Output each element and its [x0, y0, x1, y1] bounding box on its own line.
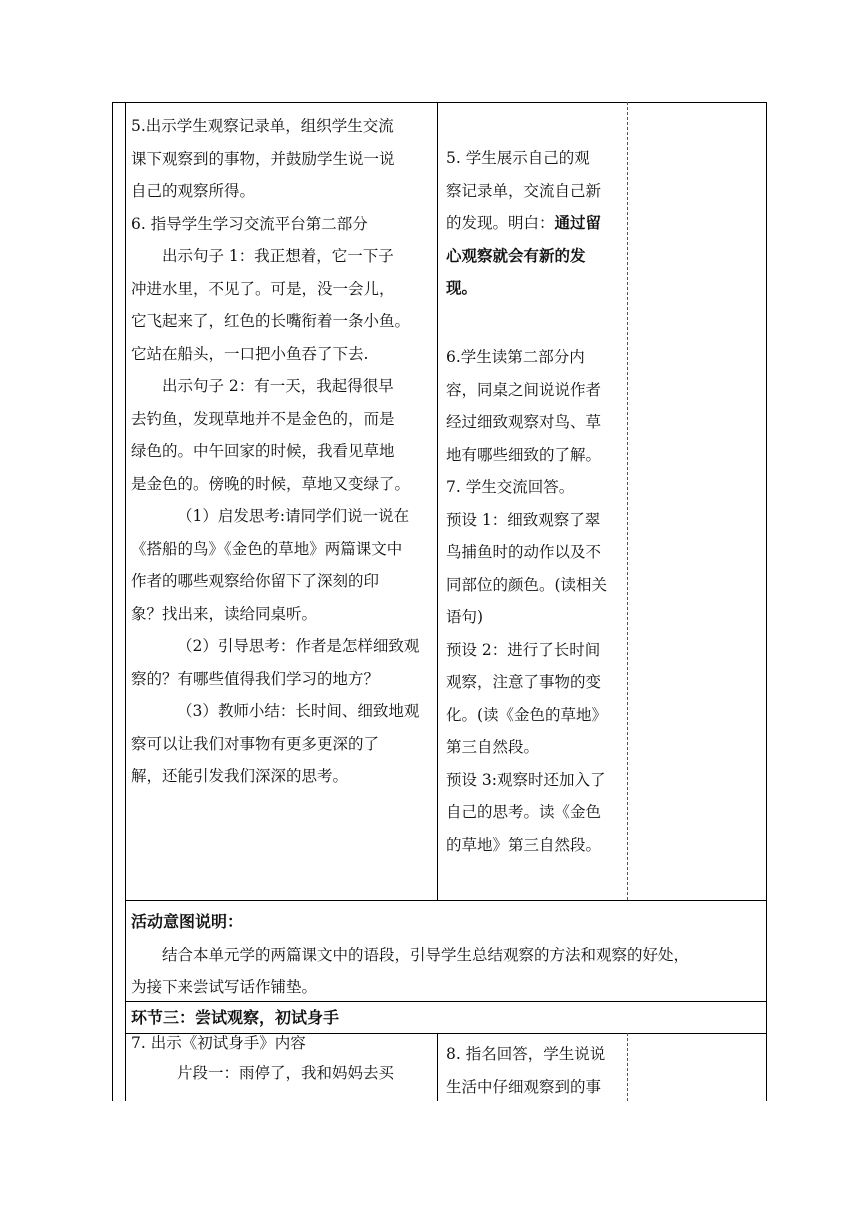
- text-line: 片段一：雨停了，我和妈妈去买: [177, 1064, 395, 1082]
- text-line: 出示句子 1：我正想着，它一下子: [162, 247, 394, 265]
- bold-text-line: 心观察就会有新的发: [446, 246, 586, 265]
- bottom-col-divider-1: [437, 1033, 438, 1101]
- text-line: 地有哪些细致的了解。: [446, 445, 602, 464]
- intent-text-line: 为接下来尝试写话作铺垫。: [131, 978, 318, 996]
- text-line: 作者的哪些观察给你留下了深刻的印: [131, 572, 380, 590]
- intent-text-line: 结合本单元学的两篇课文中的语段，引导学生总结观察的方法和观察的好处，: [162, 945, 690, 964]
- text-line: 生活中仔细观察到的事: [446, 1077, 602, 1096]
- activity-intent-cell: [131, 906, 761, 1004]
- intent-title: 活动意图说明：: [131, 912, 244, 931]
- text-line: 解，还能引发我们深深的思考。: [131, 767, 349, 785]
- text-line: 是金色的。傍晚的时候，草地又变绿了。: [131, 474, 411, 493]
- text-line: [446, 207, 622, 240]
- text-line: 察可以让我们对事物有更多更深的了: [131, 734, 380, 753]
- text-span: 的发现。明白：: [446, 214, 555, 232]
- text-line: 预设 3:观察时还加入了: [446, 770, 606, 789]
- text-line: 去钓鱼，发现草地并不是金色的，而是: [131, 409, 395, 428]
- text-line: 课下观察到的事物，并鼓励学生说一说: [131, 149, 395, 168]
- text-line: 它站在船头，一口把小鱼吞了下去.: [131, 344, 369, 363]
- text-line: 象？找出来，读给同桌听。: [131, 604, 318, 623]
- text-line: 经过细致观察对鸟、草: [446, 413, 602, 431]
- text-line: 7. 出示《初试身手》内容: [131, 1034, 306, 1052]
- bold-text-line: 现。: [446, 279, 478, 297]
- text-line: 冲进水里，不见了。可是，没一会儿，: [131, 279, 395, 298]
- text-line: （3）教师小结：长时间、细致地观: [177, 702, 420, 720]
- text-line: （2）引导思考：作者是怎样细致观: [177, 637, 420, 655]
- student-activity-cell: [446, 142, 622, 305]
- text-line: 的草地》第三自然段。: [446, 835, 602, 854]
- table-top-border: [112, 102, 767, 103]
- inner-left-border: [125, 102, 126, 1101]
- text-line: 语句): [446, 608, 484, 626]
- text-line: 自己的思考。读《金色: [446, 803, 602, 821]
- bottom-teacher-cell: [131, 1028, 433, 1088]
- text-line: 观察，注意了事物的变: [446, 673, 602, 691]
- text-line: 预设 1：细致观察了翠: [446, 510, 601, 529]
- teacher-activity-cell: [131, 110, 433, 793]
- text-line: 察记录单，交流自己新: [446, 181, 602, 200]
- text-line: 预设 2：进行了长时间: [446, 640, 601, 659]
- bold-text: 通过留: [554, 214, 602, 232]
- text-line: 《搭船的鸟》《金色的草地》两篇课文中: [131, 539, 403, 558]
- bottom-student-cell: [446, 1038, 622, 1103]
- text-line: 化。(读《金色的草地》: [446, 705, 608, 724]
- row-divider-intent-top: [125, 900, 767, 901]
- col-divider-1: [437, 102, 438, 900]
- text-line: 鸟捕鱼时的动作以及不: [446, 543, 602, 561]
- text-line: 6. 指导学生学习交流平台第二部分: [131, 214, 368, 233]
- text-line: 同部位的颜色。(读相关: [446, 575, 608, 594]
- text-line: 它飞起来了，红色的长嘴衔着一条小鱼。: [131, 312, 411, 330]
- bottom-col-divider-2: [627, 1033, 628, 1101]
- text-line: （1）启发思考:请同学们说一说在: [177, 507, 410, 525]
- student-activity-cell-2: [446, 341, 622, 861]
- text-line: 绿色的。中午回家的时候，我看见草地: [131, 442, 395, 460]
- text-line: 5. 学生展示自己的观: [446, 149, 590, 167]
- text-line: 6.学生读第二部分内: [446, 348, 585, 366]
- text-line: 5.出示学生观察记录单，组织学生交流: [131, 117, 394, 135]
- col-divider-2: [627, 102, 628, 900]
- table-right-border: [766, 102, 767, 1101]
- section-title: 环节三：尝试观察，初试身手: [131, 1008, 340, 1027]
- text-line: 自己的观察所得。: [131, 182, 256, 200]
- table-left-border: [112, 102, 113, 1101]
- text-line: 容，同桌之间说说作者: [446, 380, 602, 399]
- text-line: 7. 学生交流回答。: [446, 478, 575, 496]
- text-line: 察的？有哪些值得我们学习的地方？: [131, 669, 380, 688]
- text-line: 第三自然段。: [446, 738, 540, 756]
- text-line: 出示句子 2：有一天，我起得很早: [162, 377, 394, 395]
- text-line: 8. 指名回答，学生说说: [446, 1045, 606, 1063]
